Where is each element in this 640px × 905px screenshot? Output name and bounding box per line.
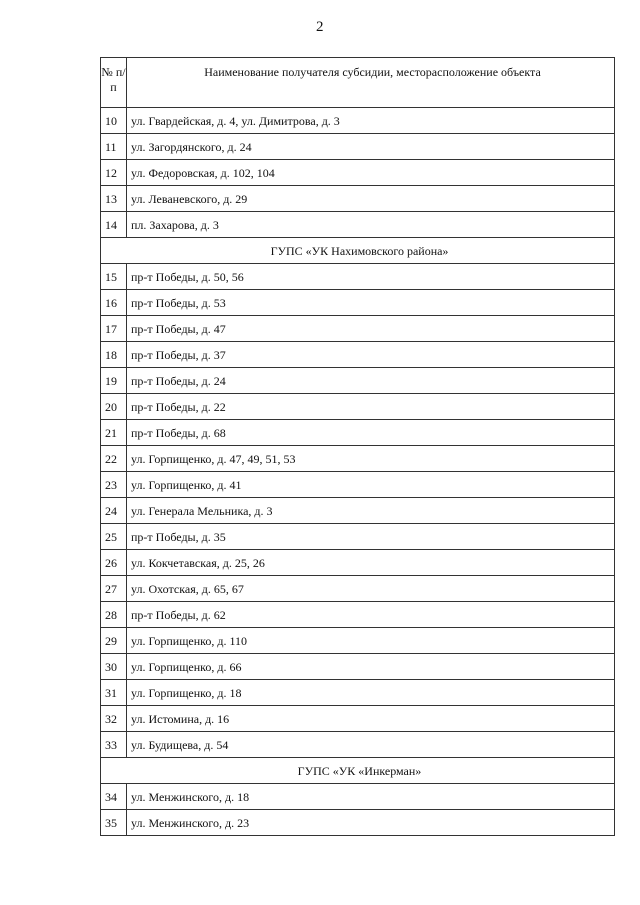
- table-row: [101, 316, 615, 342]
- group-header-row: [101, 758, 615, 784]
- row-number: 12: [101, 160, 127, 186]
- table-row: [101, 550, 615, 576]
- row-number: 34: [101, 784, 127, 810]
- row-number: 35: [101, 810, 127, 836]
- table-row: [101, 108, 615, 134]
- object-location: ул. Леваневского, д. 29: [127, 186, 615, 212]
- row-number: 25: [101, 524, 127, 550]
- table-row: [101, 368, 615, 394]
- row-number: 30: [101, 654, 127, 680]
- row-number: 31: [101, 680, 127, 706]
- table-row: [101, 810, 615, 836]
- row-number: 18: [101, 342, 127, 368]
- table-row: [101, 420, 615, 446]
- group-title: ГУПС «УК Нахимовского района»: [101, 238, 615, 264]
- object-location: ул. Горпищенко, д. 41: [127, 472, 615, 498]
- row-number: 17: [101, 316, 127, 342]
- table-body: [101, 108, 615, 836]
- table-row: [101, 784, 615, 810]
- object-location: ул. Менжинского, д. 23: [127, 810, 615, 836]
- row-number: 11: [101, 134, 127, 160]
- row-number: 14: [101, 212, 127, 238]
- row-number: 21: [101, 420, 127, 446]
- object-location: ул. Горпищенко, д. 47, 49, 51, 53: [127, 446, 615, 472]
- row-number: 15: [101, 264, 127, 290]
- group-title: ГУПС «УК «Инкерман»: [101, 758, 615, 784]
- table-row: [101, 186, 615, 212]
- object-location: ул. Загордянского, д. 24: [127, 134, 615, 160]
- row-number: 33: [101, 732, 127, 758]
- table-row: [101, 654, 615, 680]
- column-header-number: № п/п: [101, 58, 127, 108]
- table-row: [101, 264, 615, 290]
- table-header-row: [101, 58, 615, 108]
- object-location: пр-т Победы, д. 24: [127, 368, 615, 394]
- row-number: 24: [101, 498, 127, 524]
- object-location: ул. Горпищенко, д. 66: [127, 654, 615, 680]
- object-location: пл. Захарова, д. 3: [127, 212, 615, 238]
- table-row: [101, 134, 615, 160]
- table-row: [101, 524, 615, 550]
- row-number: 16: [101, 290, 127, 316]
- group-header-row: [101, 238, 615, 264]
- object-location: пр-т Победы, д. 22: [127, 394, 615, 420]
- object-location: ул. Менжинского, д. 18: [127, 784, 615, 810]
- table-row: [101, 212, 615, 238]
- object-location: пр-т Победы, д. 47: [127, 316, 615, 342]
- object-location: пр-т Победы, д. 68: [127, 420, 615, 446]
- table-row: [101, 498, 615, 524]
- object-location: ул. Горпищенко, д. 18: [127, 680, 615, 706]
- row-number: 29: [101, 628, 127, 654]
- object-location: ул. Будищева, д. 54: [127, 732, 615, 758]
- table-row: [101, 602, 615, 628]
- object-location: ул. Истомина, д. 16: [127, 706, 615, 732]
- table-row: [101, 706, 615, 732]
- table-row: [101, 576, 615, 602]
- object-location: пр-т Победы, д. 35: [127, 524, 615, 550]
- object-location: ул. Гвардейская, д. 4, ул. Димитрова, д. 3: [127, 108, 615, 134]
- row-number: 19: [101, 368, 127, 394]
- table-row: [101, 472, 615, 498]
- table-row: [101, 628, 615, 654]
- object-location: ул. Кокчетавская, д. 25, 26: [127, 550, 615, 576]
- table-row: [101, 446, 615, 472]
- row-number: 10: [101, 108, 127, 134]
- object-location: ул. Охотская, д. 65, 67: [127, 576, 615, 602]
- table-row: [101, 732, 615, 758]
- row-number: 26: [101, 550, 127, 576]
- row-number: 27: [101, 576, 127, 602]
- object-location: пр-т Победы, д. 53: [127, 290, 615, 316]
- row-number: 32: [101, 706, 127, 732]
- object-location: ул. Генерала Мельника, д. 3: [127, 498, 615, 524]
- table-row: [101, 290, 615, 316]
- table-row: [101, 342, 615, 368]
- object-location: пр-т Победы, д. 62: [127, 602, 615, 628]
- table-row: [101, 680, 615, 706]
- row-number: 28: [101, 602, 127, 628]
- row-number: 13: [101, 186, 127, 212]
- object-location: пр-т Победы, д. 50, 56: [127, 264, 615, 290]
- subsidy-recipients-table: [100, 57, 615, 836]
- table-row: [101, 160, 615, 186]
- object-location: ул. Федоровская, д. 102, 104: [127, 160, 615, 186]
- object-location: ул. Горпищенко, д. 110: [127, 628, 615, 654]
- column-header-name: Наименование получателя субсидии, месторасположение объекта: [127, 58, 615, 108]
- row-number: 20: [101, 394, 127, 420]
- table-row: [101, 394, 615, 420]
- page-number: 2: [316, 19, 324, 35]
- object-location: пр-т Победы, д. 37: [127, 342, 615, 368]
- row-number: 23: [101, 472, 127, 498]
- row-number: 22: [101, 446, 127, 472]
